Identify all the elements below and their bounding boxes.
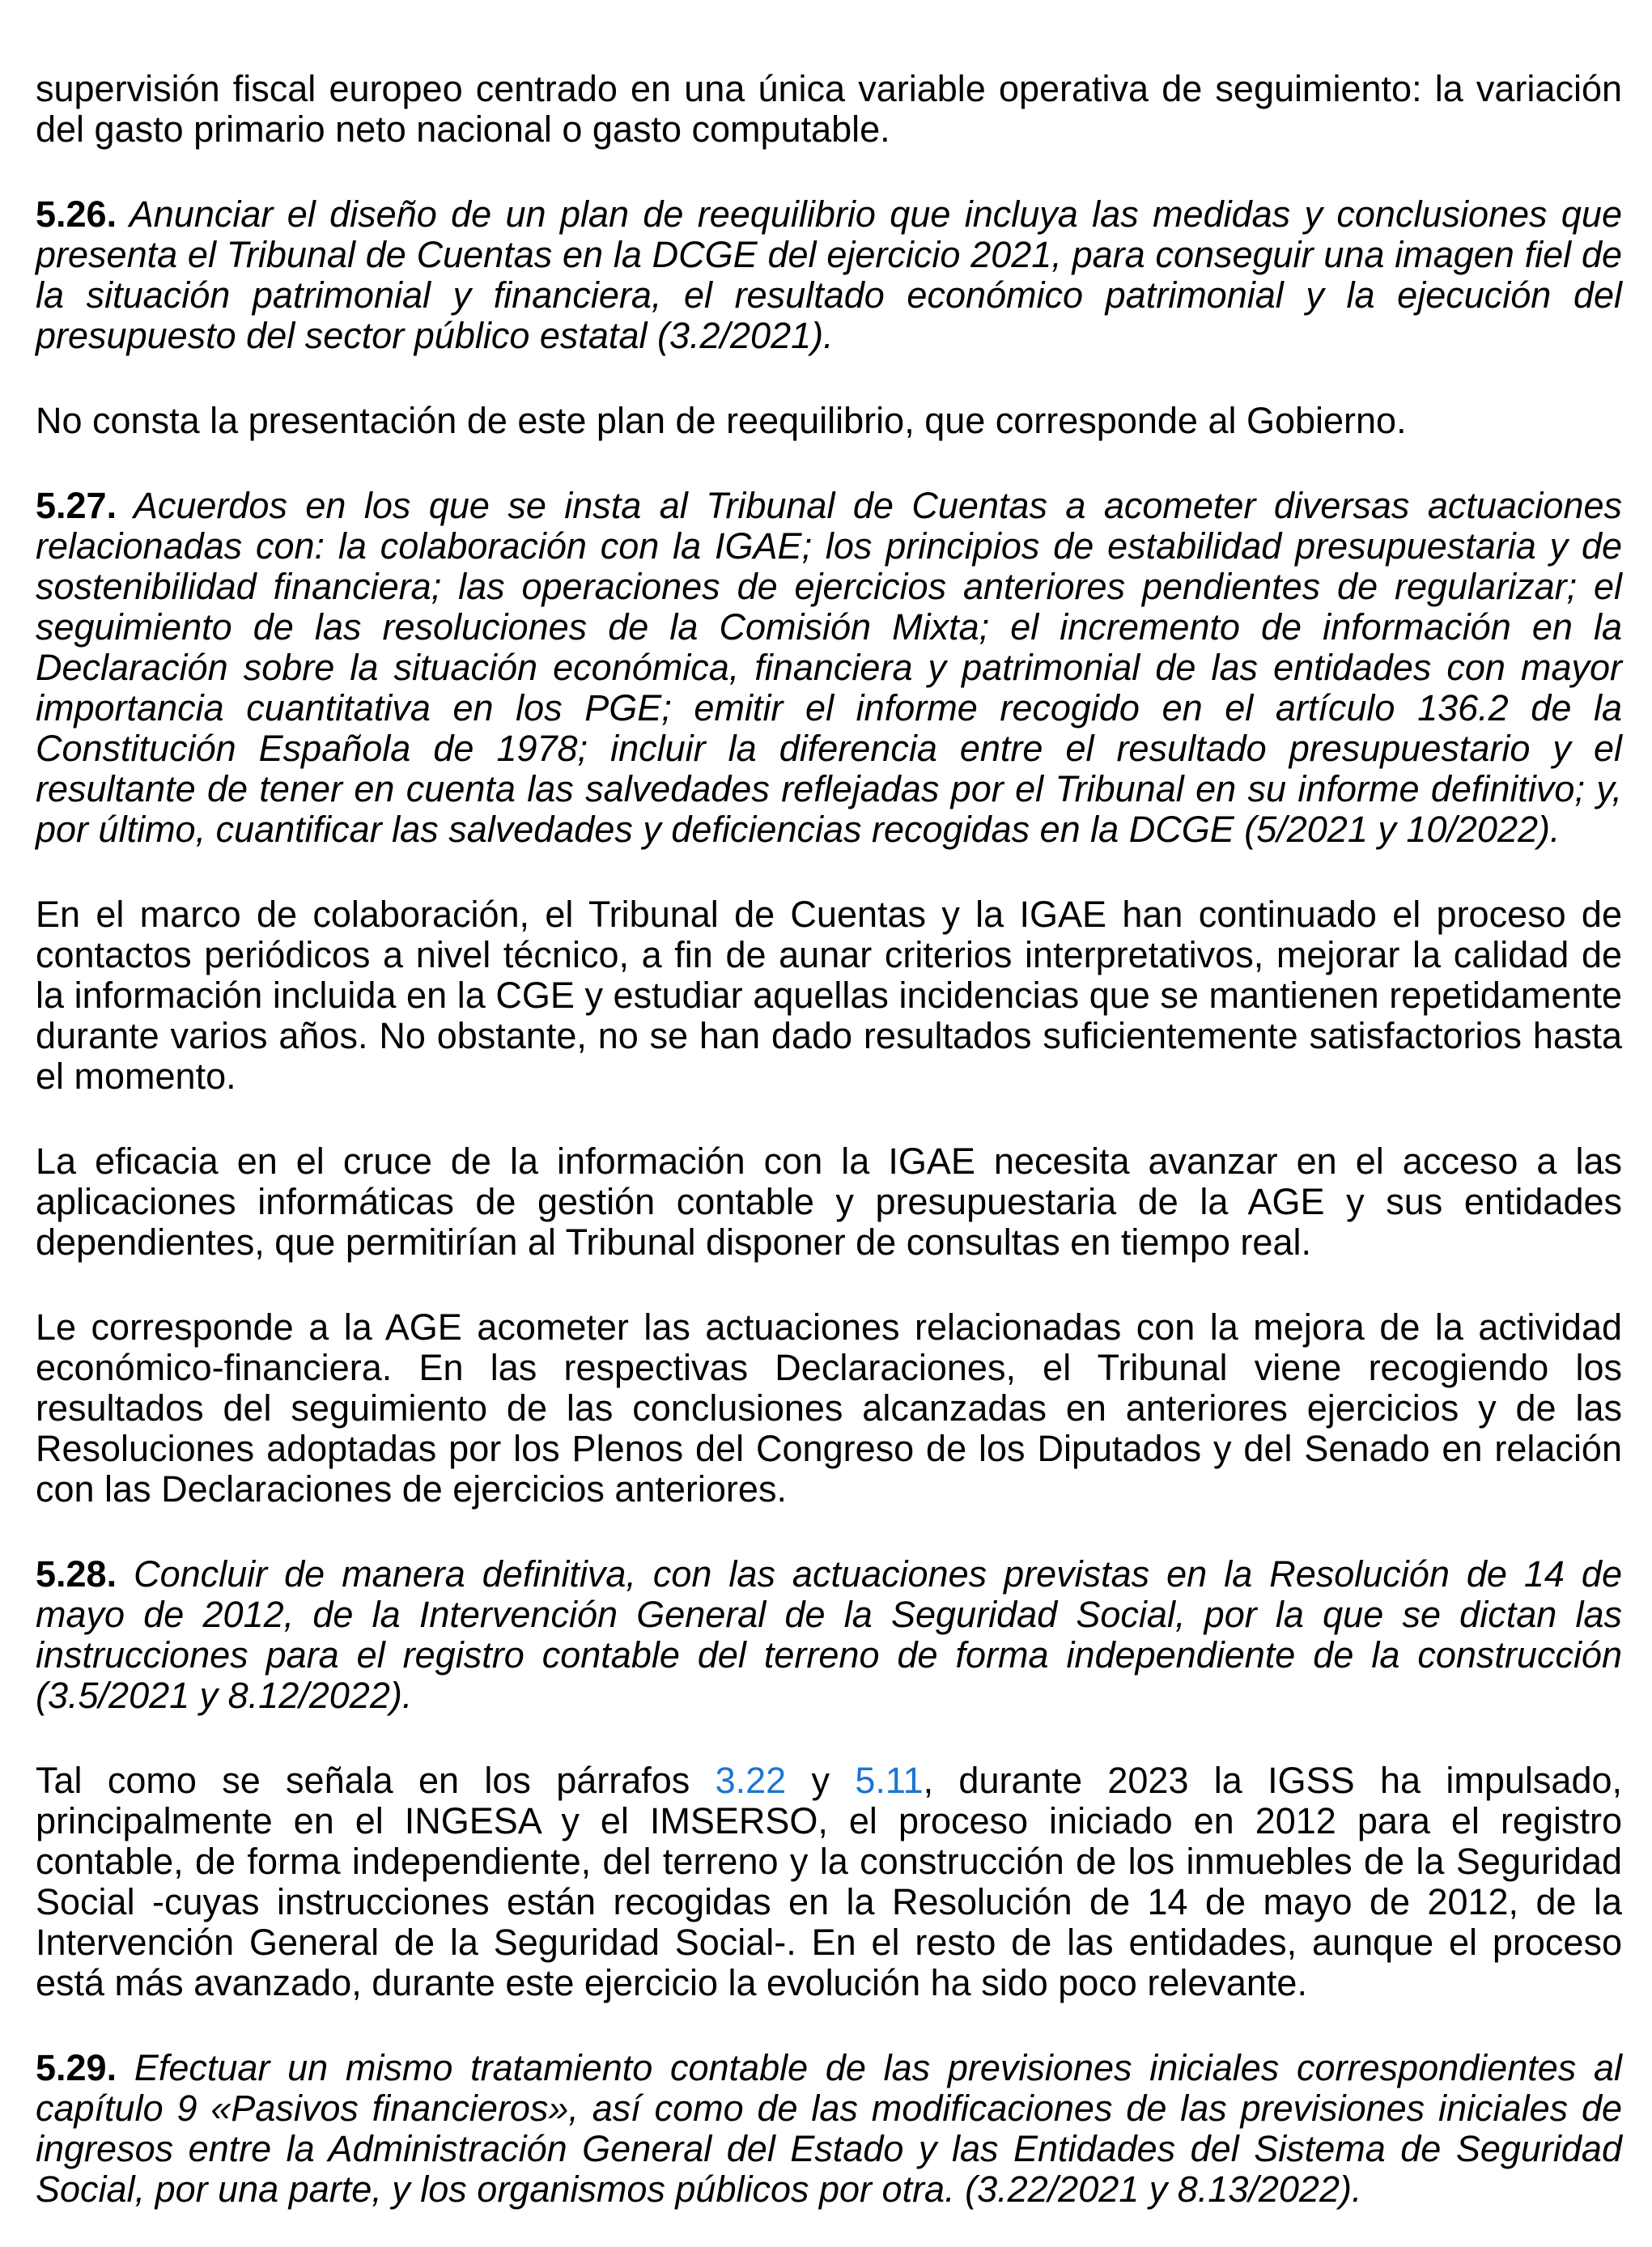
paragraph [36,1553,1633,1716]
paragraph-cross-reference-link[interactable]: 3.22 [715,1760,787,1801]
text-segment: Concluir de manera definitiva, con las actuaciones previstas en la Resolución de 14 de mayo de 2012, de la Intervención General de la Seguridad Social, por la que se dictan las instrucciones para el registro contable del terreno de forma independiente de la construcción (3.5/2021 y 8.12/2022). [36,1553,1633,1716]
text-segment: Acuerdos en los que se insta al Tribunal de Cuentas a acometer diversas actuaciones relacionadas con: la colaboración con la IGAE; los principios de estabilidad presupuestaria y de sostenibilidad financiera; las operaciones de ejercicios anteriores pendientes de regularizar; el seguimiento de las resoluciones de la Comisión Mixta; el incremento de información en la Declaración sobre la situación económica, financiera y patrimonial de las entidades con mayor importancia cuantitativa en los PGE; emitir el informe recogido en el artículo 136.2 de la Constitución Española de 1978; incluir la diferencia entre el resultado presupuestario y el resultante de tener en cuenta las salvedades reflejadas por el Tribunal en su informe definitivo; y, por último, cuantificar las salvedades y deficiencias recogidas en la DCGE (5/2021 y 10/2022). [36,485,1633,850]
paragraph-number: 5.27. [36,485,117,526]
paragraph-number: 5.28. [36,1553,117,1595]
paragraph-cross-reference-link[interactable]: 5.11 [855,1760,924,1801]
text-segment: Efectuar un mismo tratamiento contable de las previsiones iniciales correspondientes al capítulo 9 «Pasivos financieros», así como de las modificaciones de las previsiones iniciales de ingresos entre la Administración General del Estado y las Entidades del Sistema de Seguridad Social, por una parte, y los organismos públicos por otra. (3.22/2021 y 8.13/2022). [36,2047,1633,2210]
paragraph-number: 5.26. [36,193,117,235]
paragraph [36,485,1633,850]
paragraph-number: 5.29. [36,2047,117,2088]
text-segment: y [786,1760,856,1801]
text-segment: Le corresponde a la AGE acometer las actuaciones relacionadas con la mejora de la actividad económico-financiera. En las respectivas Declaraciones, el Tribunal viene recogiendo los resultados del seguimiento de las conclusiones alcanzadas en anteriores ejercicios y de las Resoluciones adoptadas por los Plenos del Congreso de los Diputados y del Senado en relación con las Declaraciones de ejercicios anteriores. [36,1306,1633,1510]
text-segment: La eficacia en el cruce de la información con la IGAE necesita avanzar en el acceso a las aplicaciones informáticas de gestión contable y presupuestaria de la AGE y sus entidades dependientes, que permitirían al Tribunal disponer de consultas en tiempo real. [36,1140,1633,1263]
text-segment: supervisión fiscal europeo centrado en una única variable operativa de seguimiento: la variación del gasto primario neto nacional o gasto computable. [36,68,1633,150]
paragraph [36,1140,1633,1263]
text-segment: Anunciar el diseño de un plan de reequilibrio que incluya las medidas y conclusiones que presenta el Tribunal de Cuentas en la DCGE del ejercicio 2021, para conseguir una imagen fiel de la situación patrimonial y financiera, el resultado económico patrimonial y la ejecución del presupuesto del sector público estatal (3.2/2021). [36,193,1633,356]
text-segment: No consta la presentación de este plan de reequilibrio, que corresponde al Gobierno. [36,400,1407,441]
text-segment: Tal como se señala en los párrafos [36,1760,716,1801]
paragraph [36,894,1633,1097]
paragraph [36,193,1633,356]
paragraph [36,2047,1633,2210]
paragraph [36,1760,1633,2003]
paragraph [36,68,1633,150]
document-body [36,68,1633,2210]
text-segment: , durante 2023 la IGSS ha impulsado, principalmente en el INGESA y el IMSERSO, el proceso iniciado en 2012 para el registro contable, de forma independiente, del terreno y la construcción de los inmuebles de la Seguridad Social -cuyas instrucciones están recogidas en la Resolución de 14 de mayo de 2012, de la Intervención General de la Seguridad Social-. En el resto de las entidades, aunque el proceso está más avanzado, durante este ejercicio la evolución ha sido poco relevante. [36,1760,1633,2003]
text-segment: En el marco de colaboración, el Tribunal de Cuentas y la IGAE han continuado el proceso de contactos periódicos a nivel técnico, a fin de aunar criterios interpretativos, mejorar la calidad de la información incluida en la CGE y estudiar aquellas incidencias que se mantienen repetidamente durante varios años. No obstante, no se han dado resultados suficientemente satisfactorios hasta el momento. [36,894,1633,1097]
paragraph [36,401,1622,441]
paragraph [36,1306,1633,1510]
